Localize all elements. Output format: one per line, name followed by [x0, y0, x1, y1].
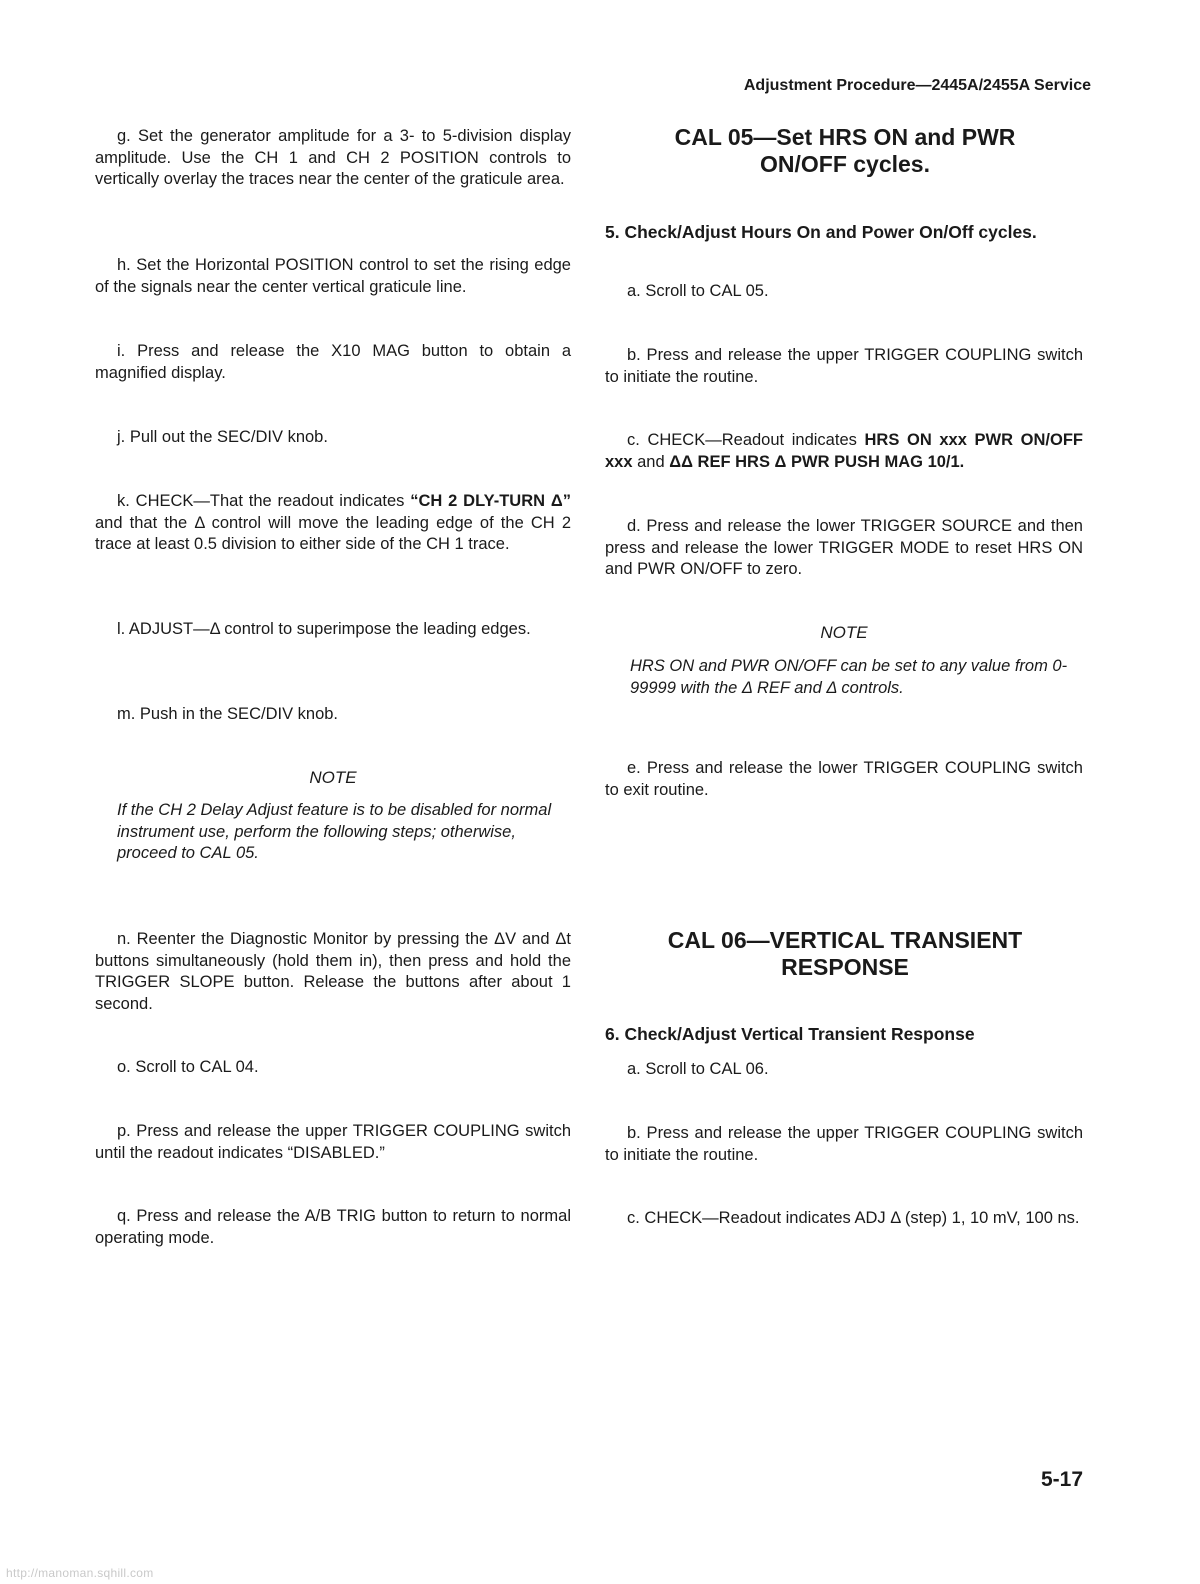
step-h: h. Set the Horizontal POSITION control to set the rising edge of the signals near the center vertical graticule line.: [95, 256, 571, 296]
page-number: 5-17: [1040, 1468, 1083, 1491]
step-i: i. Press and release the X10 MAG button to obtain a magnified display.: [95, 342, 571, 382]
step5-d: d. Press and release the lower TRIGGER SOURCE and then press and release the lower TRIGGER MODE to reset HRS ON and PWR ON/OFF to zero.: [605, 517, 1083, 578]
step5-heading: 5. Check/Adjust Hours On and Power On/Off cycles.: [605, 222, 1037, 242]
step-p: p. Press and release the upper TRIGGER COUPLING switch until the readout indicates “DISABLED.”: [95, 1122, 571, 1162]
step-j: j. Pull out the SEC/DIV knob.: [117, 428, 328, 446]
step5-b: b. Press and release the upper TRIGGER COUPLING switch to initiate the routine.: [605, 346, 1083, 386]
readout-text: “CH 2 DLY-TURN Δ”: [410, 492, 571, 510]
step6-a: a. Scroll to CAL 06.: [627, 1060, 769, 1078]
step6-c: c. CHECK—Readout indicates ADJ Δ (step) 1, 10 mV, 100 ns.: [627, 1209, 1080, 1227]
cal05-heading: CAL 05—Set HRS ON and PWR ON/OFF cycles.: [674, 124, 1016, 177]
running-header: Adjustment Procedure—2445A/2455A Service: [743, 77, 1091, 94]
note-title-right: NOTE: [820, 623, 868, 642]
step5-c: c. CHECK—Readout indicates HRS ON xxx PWR ON/OFF xxx and ΔΔ REF HRS Δ PWR PUSH MAG 10/1.: [605, 431, 1083, 471]
watermark: http://manoman.sqhill.com: [6, 1566, 154, 1580]
step-g: g. Set the generator amplitude for a 3- to 5-division display amplitude. Use the CH 1 and CH 2 POSITION controls to vertically overlay the traces near the center of the graticule area.: [95, 127, 571, 188]
step6-b: b. Press and release the upper TRIGGER COUPLING switch to initiate the routine.: [605, 1124, 1083, 1164]
step5-e: e. Press and release the lower TRIGGER COUPLING switch to exit routine.: [605, 759, 1083, 799]
cal06-heading: CAL 06—VERTICAL TRANSIENT RESPONSE: [667, 927, 1023, 980]
note-body: If the CH 2 Delay Adjust feature is to be disabled for normal instrument use, perform the following steps; otherwise, proceed to CAL 05.: [117, 801, 552, 862]
step-k: k. CHECK—That the readout indicates “CH 2 DLY-TURN Δ” and that the Δ control will move the leading edge of the CH 2 trace at least 0.5 division to either side of the CH 1 trace.: [95, 492, 571, 553]
step-o: o. Scroll to CAL 04.: [117, 1058, 259, 1076]
step-m: m. Push in the SEC/DIV knob.: [117, 705, 339, 723]
step-l: l. ADJUST—Δ control to superimpose the leading edges.: [117, 620, 531, 638]
note-body-right: HRS ON and PWR ON/OFF can be set to any value from 0-99999 with the Δ REF and Δ controls.: [630, 657, 1068, 697]
note-title: NOTE: [309, 768, 357, 787]
step6-heading: 6. Check/Adjust Vertical Transient Response: [605, 1024, 975, 1044]
step-q: q. Press and release the A/B TRIG button to return to normal operating mode.: [95, 1207, 571, 1247]
step-n: n. Reenter the Diagnostic Monitor by pressing the ΔV and Δt buttons simultaneously (hold them in), then press and hold the TRIGGER SLOPE button. Release the buttons after about 1 second.: [95, 930, 571, 1013]
step5-a: a. Scroll to CAL 05.: [627, 282, 769, 300]
